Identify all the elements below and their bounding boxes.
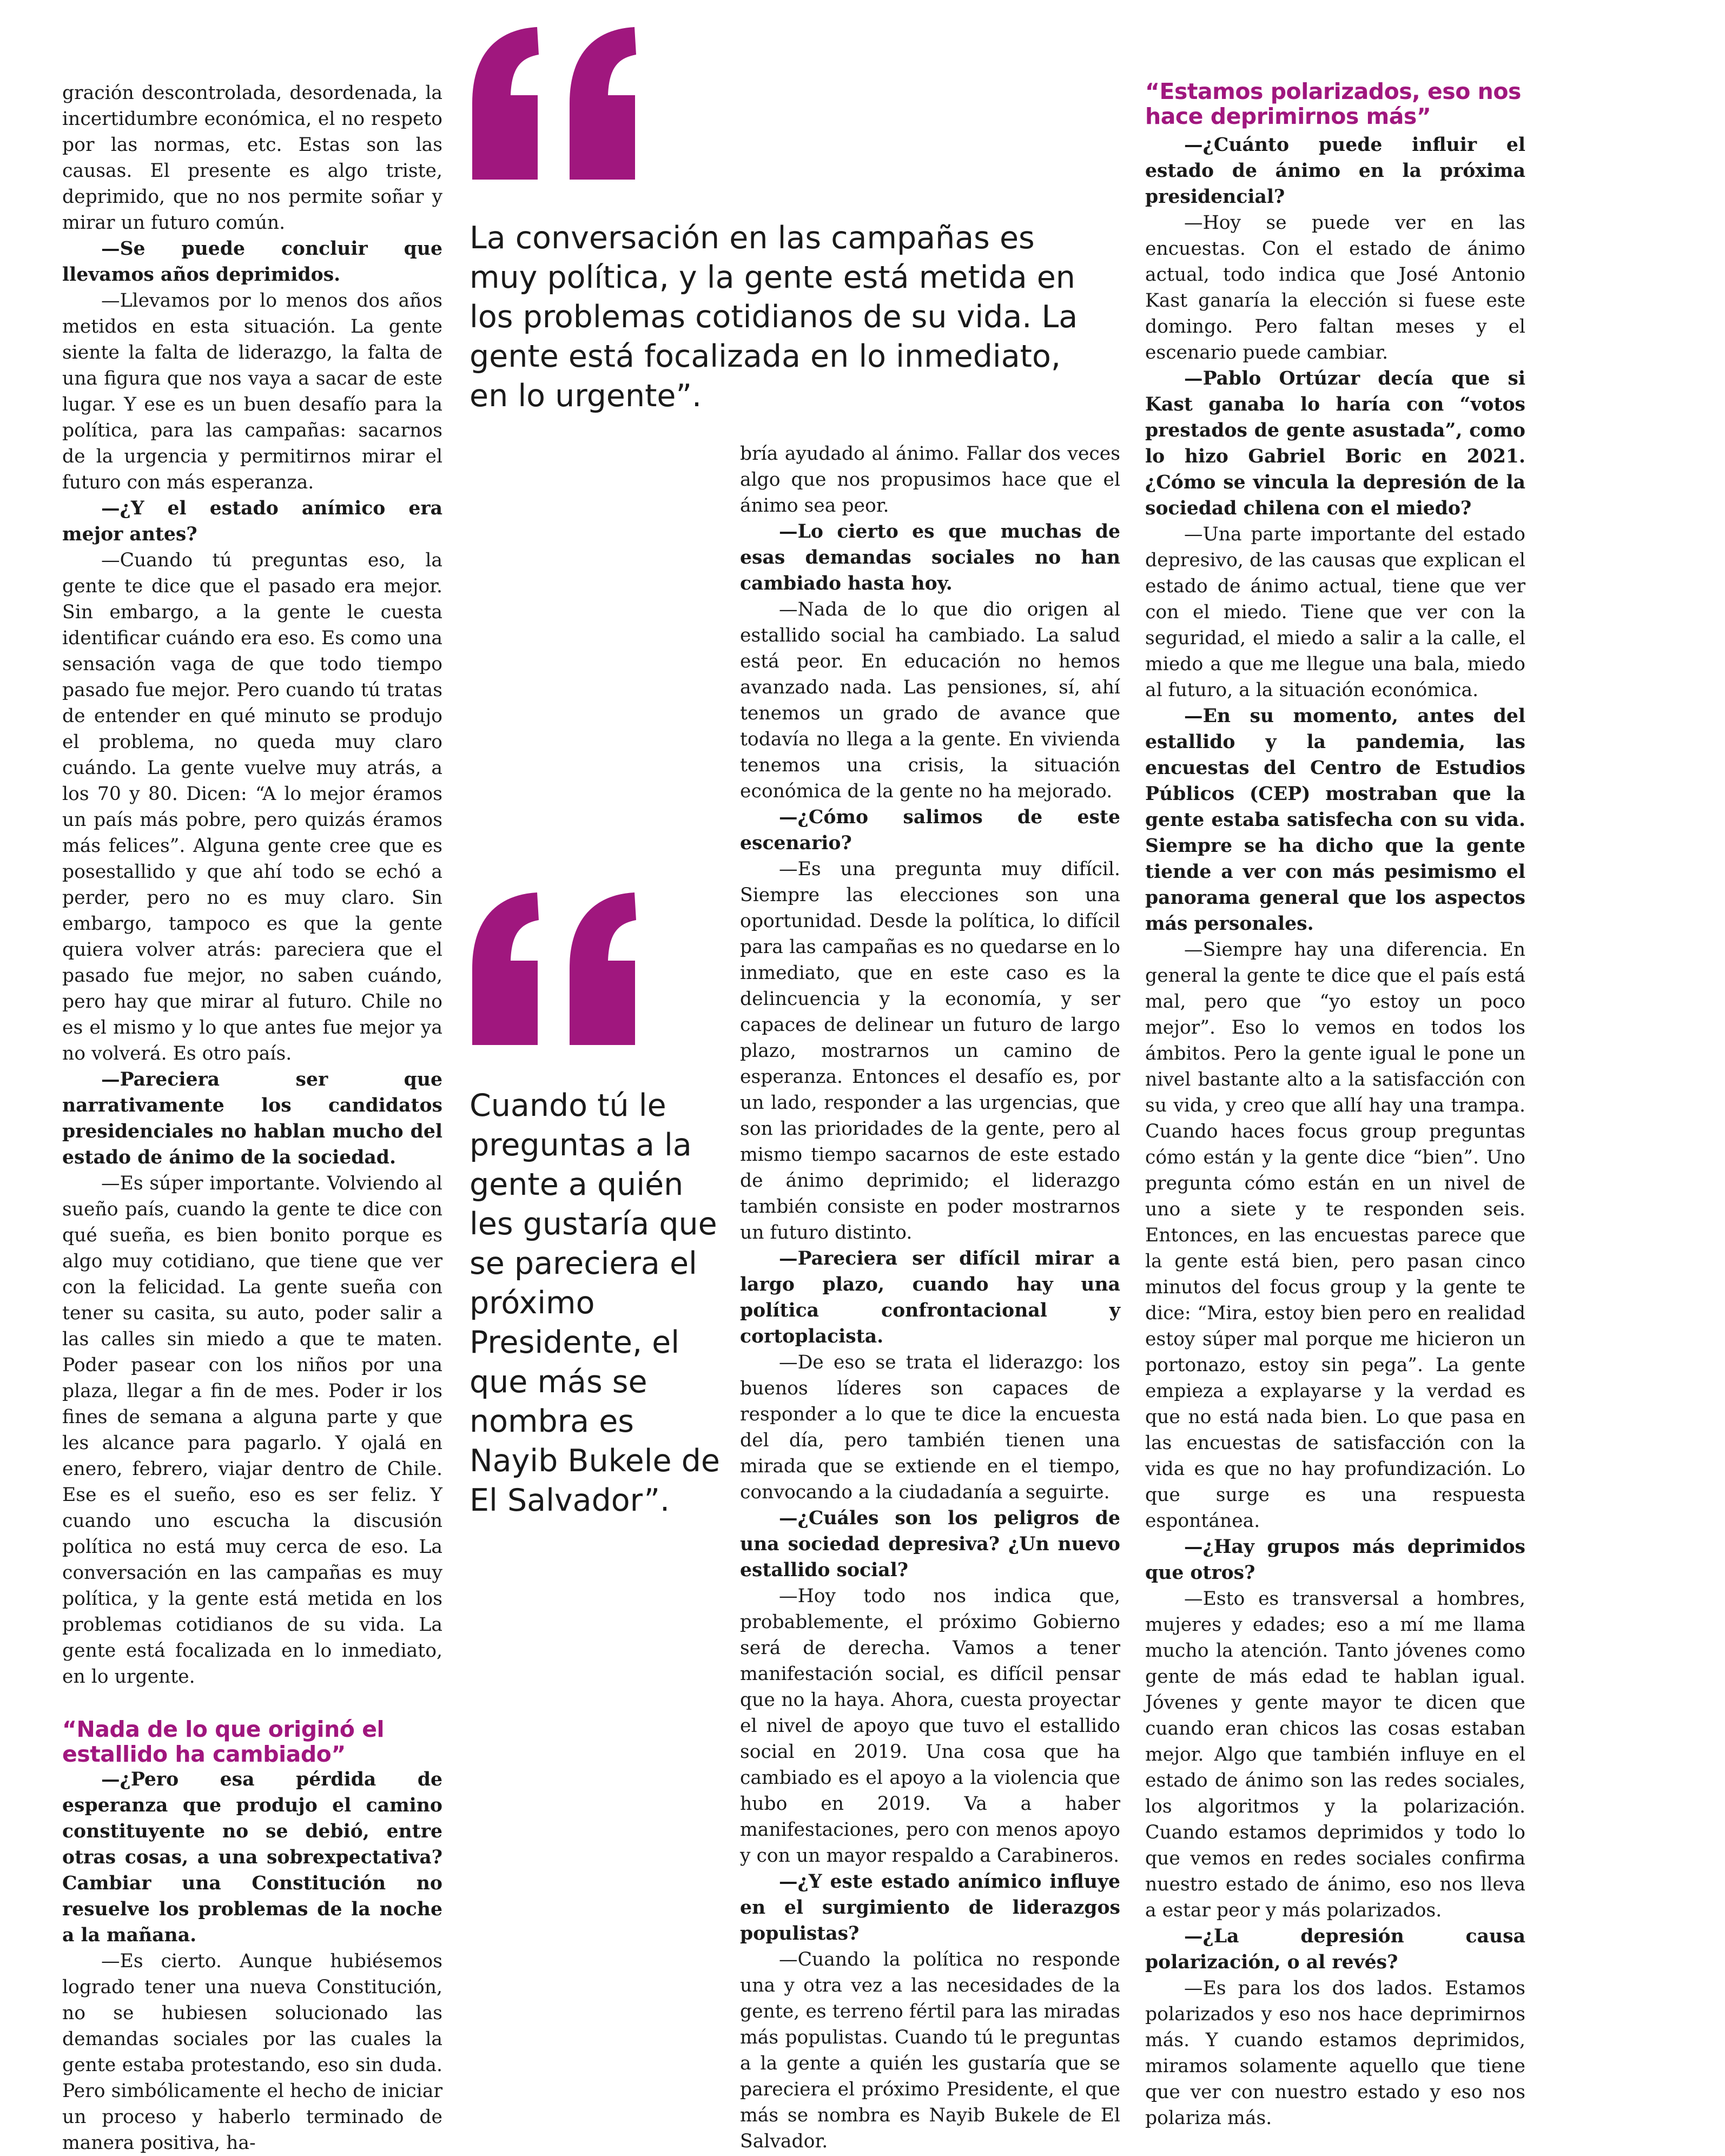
- quote-mark-icon: [470, 25, 642, 182]
- section-subhead: “Nada de lo que originó el estallido ha cambiado”: [62, 1716, 385, 1767]
- body-paragraph: —Hoy se puede ver en las encuestas. Con el estado de ánimo actual, todo indica que José Antonio Kast ganaría la elección si fuese este domingo. Pero faltan meses y el escenario puede cambiar.: [1145, 212, 1525, 363]
- body-paragraph: —Una parte importante del estado depresivo, de las causas que explican el estado de ánimo actual, tiene que ver con el miedo. Tiene que ver con la seguridad, el miedo a salir a la calle, el miedo a que me llegue una bala, miedo al futuro, a la situación económica.: [1145, 524, 1525, 701]
- interview-question: —¿Cuánto puede influir el estado de ánimo en la próxima presidencial?: [1145, 134, 1525, 208]
- body-paragraph: gración descontrolada, desordenada, la incertidumbre económica, el no respeto por las normas, etc. Estas son las causas. El presente es algo triste, deprimido, que no nos permite soñar y mirar un futuro común.: [62, 82, 442, 234]
- body-paragraph: —Es para los dos lados. Estamos polarizados y eso nos hace deprimirnos más. Y cuando estamos deprimidos, miramos solamente aquello que tiene que ver con nuestro estado y eso nos polariza más.: [1145, 1978, 1525, 2129]
- body-paragraph: —Cuando la política no responde una y otra vez a las necesidades de la gente, es terreno fértil para las miradas más populistas. Cuando tú le preguntas a la gente a quién les gustaría que se pareciera el próximo Presidente, el que más se nombra es Nayib Bukele de El Salvador.: [740, 1949, 1120, 2152]
- body-paragraph: —Nada de lo que dio origen al estallido social ha cambiado. La salud está peor. En educación no hemos avanzado nada. Las pensiones, sí, ahí tenemos un grado de avance que todavía no llega a la gente. En vivienda tenemos una crisis, la situación económica de la gente no ha mejorado.: [740, 599, 1120, 802]
- body-paragraph: —Esto es transversal a hombres, mujeres y edades; eso a mí me llama mucho la atención. Tanto jóvenes como gente de más edad te hablan igual. Jóvenes y gente mayor te dicen que cuando eran chicos las cosas estaban mejor. Algo que también influye en el estado de ánimo son las redes sociales, los algoritmos y la polarización. Cuando estamos deprimidos y todo lo que vemos en redes sociales confirma nuestro estado de ánimo, eso nos lleva a estar peor y más polarizados.: [1145, 1588, 1525, 1921]
- interview-question: —Pablo Ortúzar decía que si Kast ganaba lo haría con “votos prestados de gente asustada”, como lo hizo Gabriel Boric en 2021. ¿Cómo se vincula la depresión de la sociedad chilena con el miedo?: [1145, 368, 1525, 519]
- body-paragraph: —Es cierto. Aunque hubiésemos logrado tener una nueva Constitución, no se hubiesen solucionado las demandas sociales por las cuales la gente estaba protestando, eso sin duda. Pero simbólicamente el hecho de iniciar un proceso y haberlo terminado de manera positiva, ha-: [62, 1950, 442, 2154]
- interview-question: —¿Cuáles son los peligros de una sociedad depresiva? ¿Un nuevo estallido social?: [740, 1507, 1120, 1581]
- quote-mark-icon: [470, 890, 642, 1047]
- interview-question: —¿La depresión causa polarización, o al revés?: [1145, 1926, 1525, 1973]
- interview-question: —Pareciera ser difícil mirar a largo plazo, cuando hay una política confrontacional y cortoplacista.: [740, 1248, 1120, 1347]
- body-paragraph: —Siempre hay una diferencia. En general la gente te dice que el país está mal, pero que “yo estoy un poco mejor”. Eso lo vemos en todos los ámbitos. Pero la gente igual le pone un nivel bastante alto a la satisfacción con su vida, y creo que allí hay una trampa. Cuando haces focus group preguntas cómo están y la gente dice “bien”. Uno pregunta cómo están en un nivel de uno a siete y te responden seis. Entonces, en las encuestas parece que la gente está bien, pero pasan cinco minutos del focus group y la gente te dice: “Mira, estoy bien pero en realidad estoy súper mal porque me hicieron un portonazo, estoy sin pega”. La gente empieza a explayarse y la verdad es que no está nada bien. Lo que pasa en las encuestas de satisfacción con la vida es que no hay profundización. Lo que surge es una respuesta espontánea.: [1145, 939, 1525, 1532]
- body-paragraph: —Hoy todo nos indica que, probablemente, el próximo Gobierno será de derecha. Vamos a tener manifestación social, es difícil pensar que no la haya. Ahora, cuesta proyectar el nivel de apoyo que tuvo el estallido social en 2019. Una cosa que ha cambiado es el apoyo a la violencia que hubo en 2019. Va a haber manifestaciones, pero con menos apoyo y con un mayor respaldo a Carabineros.: [740, 1585, 1120, 1867]
- interview-question: —¿Cómo salimos de este escenario?: [740, 806, 1120, 854]
- pull-quote: Cuando tú le preguntas a la gente a quién les gustaría que se pareciera el próximo Presidente, el que más se nombra es Nayib Bukele de El Salvador”.: [470, 1088, 720, 1518]
- body-paragraph: —Es una pregunta muy difícil. Siempre las elecciones son una oportunidad. Desde la política, lo difícil para las campañas es no quedarse en lo inmediato, que en este caso es la delincuencia y la economía, y ser capaces de delinear un futuro de largo plazo, mostrarnos un camino de esperanza. Entonces el desafío es, por un lado, responder a las urgencias, que son las prioridades de la gente, pero al mismo tiempo sacarnos de este estado de ánimo deprimido; el liderazgo también consiste en poder mostrarnos un futuro distinto.: [740, 858, 1120, 1244]
- body-paragraph: bría ayudado al ánimo. Fallar dos veces algo que nos propusimos hace que el ánimo sea peor.: [740, 443, 1120, 517]
- body-paragraph: —Cuando tú preguntas eso, la gente te dice que el pasado era mejor. Sin embargo, a la gente le cuesta identificar cuándo era eso. Es como una sensación vaga de que todo tiempo pasado fue mejor. Pero cuando tú tratas de entender en qué minuto se produjo el problema, no queda muy claro cuándo. La gente vuelve muy atrás, a los 70 y 80. Dicen: “A lo mejor éramos un país más pobre, pero quizás éramos más felices”. Alguna gente cree que es posestallido y que ahí todo se echó a perder, pero no es muy claro. Sin embargo, tampoco es que la gente quiera volver atrás: pareciera que el pasado fue mejor, no saben cuándo, pero hay que mirar al futuro. Chile no es el mismo y lo que antes fue mejor ya no volverá. Es otro país.: [62, 550, 442, 1064]
- interview-question: —¿Y el estado anímico era mejor antes?: [62, 498, 442, 545]
- column-1: [62, 80, 442, 2156]
- interview-question: —Lo cierto es que muchas de esas demandas sociales no han cambiado hasta hoy.: [740, 521, 1120, 594]
- interview-question: —En su momento, antes del estallido y la pandemia, las encuestas del Centro de Estudios Públicos (CEP) mostraban que la gente estaba satisfecha con su vida. Siempre se ha dicho que la gente tiende a ver con más pesimismo el panorama general que los aspectos más personales.: [1145, 705, 1525, 935]
- body-paragraph: —De eso se trata el liderazgo: los buenos líderes son capaces de responder a lo que te dice la encuesta del día, pero también tienen una mirada que se extiende en el tiempo, convocando a la ciudadanía a seguirte.: [740, 1352, 1120, 1503]
- pull-quote: La conversación en las campañas es muy política, y la gente está metida en los problemas cotidianos de su vida. La gente está focalizada en lo inmediato, en lo urgente”.: [470, 220, 1078, 414]
- interview-question: —¿Hay grupos más deprimidos que otros?: [1145, 1536, 1525, 1584]
- interview-question: —¿Y este estado anímico influye en el surgimiento de liderazgos populistas?: [740, 1871, 1120, 1945]
- column-3: [740, 441, 1120, 2154]
- body-paragraph: —Es súper importante. Volviendo al sueño país, cuando la gente te dice con qué sueña, es bien bonito porque es algo muy cotidiano, que tiene que ver con la felicidad. La gente sueña con tener su casita, su auto, poder salir a las calles sin miedo a que te maten. Poder pasear con los niños por una plaza, llegar a fin de mes. Poder ir los fines de semana a alguna parte y que les alcance para pagarlo. Y ojalá en enero, febrero, viajar dentro de Chile. Ese es el sueño, eso es ser feliz. Y cuando uno escucha la discusión política no está muy cerca de eso. La conversación en las campañas es muy política, y la gente está metida en los problemas cotidianos de su vida. La gente está focalizada en lo inmediato, en lo urgente.: [62, 1173, 442, 1688]
- interview-question: —Se puede concluir que llevamos años deprimidos.: [62, 238, 442, 286]
- interview-question: —¿Pero esa pérdida de esperanza que produjo el camino constituyente no se debió, entre otras cosas, a una sobrexpectativa? Cambiar una Constitución no resuelve los problemas de la noche a la mañana.: [62, 1769, 442, 1946]
- column-4: [1145, 79, 1525, 2131]
- section-subhead: “Estamos polarizados, eso nos hace deprimirnos más”: [1145, 78, 1521, 129]
- interview-question: —Pareciera ser que narrativamente los candidatos presidenciales no hablan mucho del estado de ánimo de la sociedad.: [62, 1069, 442, 1168]
- body-paragraph: —Llevamos por lo menos dos años metidos en esta situación. La gente siente la falta de liderazgo, la falta de una figura que nos vaya a sacar de este lugar. Y ese es un buen desafío para la política, para las campañas: sacarnos de la urgencia y permitirnos mirar el futuro con más esperanza.: [62, 290, 442, 493]
